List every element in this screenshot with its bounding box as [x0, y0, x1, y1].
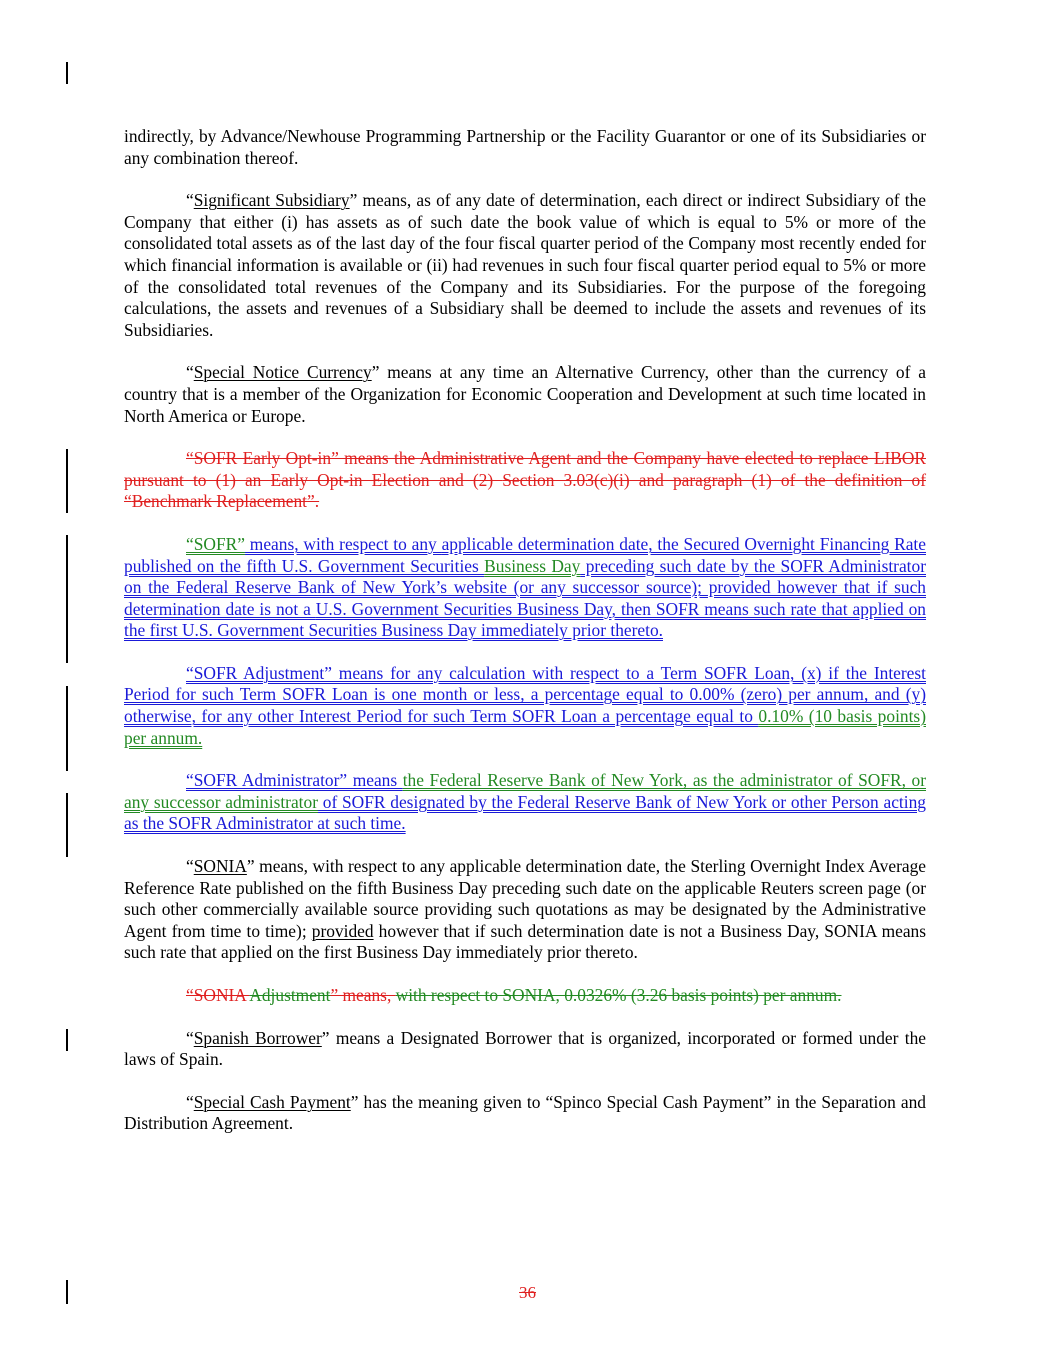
inserted-definition-sofr [124, 534, 926, 642]
definition-text: ” means, as of any date of determination, each direct or indirect Subsidiary of the Company that either (i) has assets as of such date the book value of which is equal to 5% or more of the consolidated total assets as of the last day of the four fiscal quarter period of the Company most recently ended for which financial information is available or (ii) had revenues in such four fiscal quarter period equal to 5% or more of the consolidated total revenues of the Company and its Subsidiaries. For the purpose of the foregoing calculations, the assets and revenues of a Subsidiary shall be deemed to include the assets and revenues of its Subsidiaries. [124, 190, 926, 340]
deleted-text: “SONIA [186, 985, 250, 1005]
change-bar-sofr-early-optin [66, 449, 68, 513]
defined-term-provided: provided [311, 920, 374, 941]
change-bar-top [66, 62, 68, 84]
definition-special-cash-payment [124, 1092, 926, 1135]
deleted-section-reference: Section 3.03(c)(i) [502, 469, 630, 490]
inserted-text: Business Day [484, 555, 581, 576]
deleted-defined-term: Benchmark Replacement [131, 491, 308, 512]
page-number: 36 [519, 1283, 536, 1302]
inserted-definition-sofr-administrator [124, 770, 926, 835]
inserted-text: means, with respect to any [244, 533, 442, 554]
deleted-text: ” means, [330, 985, 396, 1005]
definition-sonia [124, 856, 926, 964]
defined-term: Special Notice Currency [193, 362, 372, 383]
definition-spanish-borrower [124, 1028, 926, 1071]
inserted-text: U.S. Government Securities Business Day, then SOFR means such rate that applied on the first U.S. Government Securities Business Day immediately prior thereto. [124, 598, 927, 641]
inserted-definition-sofr-adjustment [124, 663, 926, 749]
open-quote: “ [186, 1027, 194, 1048]
deleted-definition-sofr-early-optin [124, 448, 926, 513]
change-bar-sofr-administrator [66, 793, 68, 857]
deleted-text: with respect to SONIA, 0.0326% (3.26 basis points) per annum. [395, 985, 842, 1005]
defined-term: Spanish Borrower [193, 1027, 322, 1048]
continuation-text: indirectly, by Advance/Newhouse Programming Partnership or the Facility Guarantor or one of its Subsidiaries or any combination thereof. [124, 126, 926, 168]
defined-term: Significant Subsidiary [193, 190, 350, 211]
inserted-text: applicable determination date, the Secured Overnight Financing Rate published on the fifth U.S. Government Securities [124, 533, 926, 576]
paragraph-continuation [124, 126, 926, 169]
open-quote: “ [186, 362, 194, 383]
open-quote: “ [186, 1091, 194, 1112]
inserted-text: of SOFR designated by the Federal Reserve Bank of New York or other Person acting as the SOFR Administrator at such time. [124, 791, 926, 834]
definition-text: ” means a Designated Borrower that is organized, incorporated or formed under the laws of Spain. [124, 1027, 926, 1070]
change-bar-sofr [66, 535, 68, 663]
definition-significant-subsidiary [124, 190, 926, 341]
inserted-text: the Federal Reserve Bank of New York, as the administrator of SOFR, or any successor administrator [124, 770, 926, 812]
definition-text: ” means, with respect to any applicable determination date, the Sterling Overnight Index Average Reference Rate published on the fifth Business Day preceding such date on the applicable Reuters screen page (or such other commercially available source providing such quotations as may be designated by the Administrative Agent from time to time); [124, 856, 926, 941]
deleted-definition-sonia-adjustment [124, 985, 926, 1007]
definition-text: however that if such determination date is not a Business Day, SONIA means such rate that applied on the first Business Day immediately prior thereto. [124, 920, 926, 963]
inserted-text: “SOFR” [186, 533, 245, 554]
open-quote: “ [186, 856, 194, 877]
definition-text: ” means at any time an Alternative Currency, other than the currency of a country that is a member of the Organization for Economic Cooperation and Development at such time located in North America or Europe. [124, 362, 926, 426]
inserted-text: preceding such date by the SOFR Administrator on the Federal Reserve Bank of New York’s website (or any successor source); provided however that if such determination date is not a [124, 555, 926, 619]
deleted-text: and paragraph (1) of the definition of “ [124, 469, 926, 512]
defined-term: SONIA [193, 856, 247, 877]
deleted-text: ”. [307, 491, 320, 512]
inserted-text: “SOFR Adjustment” means for any calculation with respect to a Term SOFR Loan, (x) if the Interest Period for such Term SOFR Loan is one month or less, a percentage equal to 0.00% (zero) per annum, and (y) otherwise, for any other Interest Period for such Term SOFR Loan a percentage equal to [124, 662, 926, 727]
defined-term: Special Cash Payment [193, 1091, 351, 1112]
open-quote: “ [186, 190, 194, 211]
definition-text: ” has the meaning given to “Spinco Special Cash Payment” in the Separation and Distribution Agreement. [124, 1091, 926, 1134]
deleted-text: Adjustment [249, 985, 331, 1005]
deleted-text: “SOFR Early Opt-in” means the Administrative Agent and the Company have elected to replace LIBOR pursuant to (1) an Early Opt-in Election and (2) [124, 448, 926, 490]
inserted-text: “SOFR Administrator” means [186, 770, 403, 791]
change-bar-sofr-adjustment [66, 686, 68, 771]
definition-special-notice-currency [124, 362, 926, 427]
change-bar-sonia-adjustment [66, 1029, 68, 1051]
inserted-text: 0.10% (10 basis points) per annum. [124, 706, 926, 748]
document-body [124, 126, 926, 1156]
